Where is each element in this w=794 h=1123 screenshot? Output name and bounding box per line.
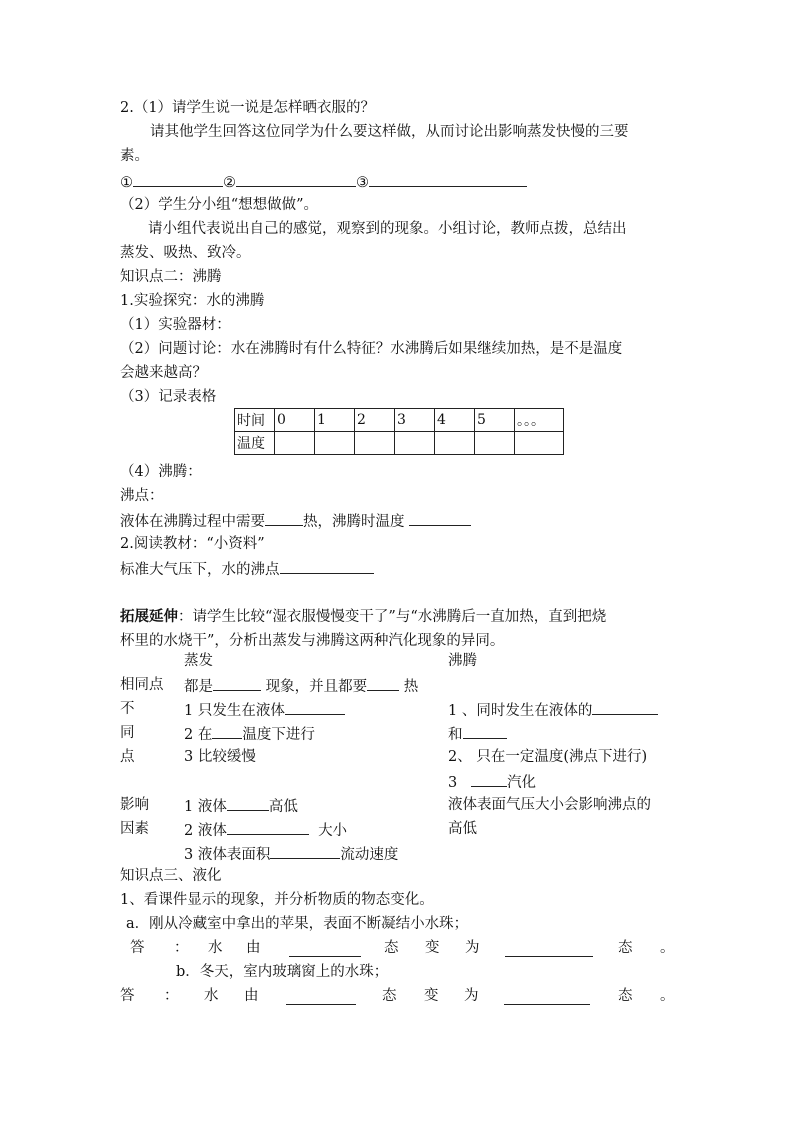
diff-label-1: 不 — [120, 701, 135, 717]
record-table — [234, 408, 564, 455]
evap-factor-2: 2 液体 大小 — [184, 819, 347, 841]
blank-label-1: ① — [120, 175, 133, 191]
question-2-2-text: 请小组代表说出自己的感觉，观察到的现象。小组讨论，教师点拨，总结出 — [148, 221, 627, 237]
factor-label-2: 因素 — [120, 821, 149, 837]
same-heat-blank[interactable] — [367, 675, 399, 691]
table-row — [235, 409, 564, 432]
question-2-1: 2.（1）请学生说一说是怎样晒衣服的？ — [120, 100, 376, 116]
factor-air-blank[interactable] — [270, 843, 340, 859]
table-row — [235, 432, 564, 455]
evap-factor-3: 3 液体表面积 流动速度 — [184, 843, 398, 865]
boiling-heading: （4）沸腾： — [120, 464, 202, 480]
extension-line-1: 拓展延伸：请学生比较“湿衣服慢慢变干了”与“水沸腾后一直加热，直到把烧 — [120, 608, 607, 625]
liquefaction-question: 1、看课件显示的现象，并分析物质的物态变化。 — [120, 892, 434, 908]
same-phenomenon-blank[interactable] — [213, 675, 261, 691]
boil-diff-3: 3 汽化 — [448, 771, 536, 793]
evap-factor-1: 1 液体 高低 — [184, 795, 298, 817]
standard-pressure-line: 标准大气压下，水的沸点 — [120, 558, 374, 580]
knowledge-point-3-title: 知识点三、液化 — [120, 868, 222, 884]
evap-diff-1: 1 只发生在液体 — [184, 699, 345, 721]
evap-diff-2: 2 在 温度下进行 — [184, 723, 315, 745]
record-table-title: （3）记录表格 — [120, 389, 217, 405]
table-cell[interactable] — [275, 432, 315, 455]
table-cell: 时间 — [235, 409, 275, 432]
item-a: a．刚从冷藏室中拿出的苹果，表面不断凝结小水珠； — [126, 916, 469, 932]
answer-blank-2[interactable] — [236, 171, 356, 187]
table-cell[interactable] — [515, 432, 564, 455]
question-2-2: （2）学生分小组“想想做做”。 — [120, 197, 319, 213]
table-cell: 5 — [475, 409, 515, 432]
extension-line-2: 杯里的水烧干”，分析出蒸发与沸腾这两种汽化现象的异同。 — [120, 633, 505, 649]
answer-line-a: 答 ： 水 由 态 变 为 态 。 — [130, 940, 675, 956]
answer-blank-1[interactable] — [133, 171, 223, 187]
answer-blank-3[interactable] — [369, 171, 527, 187]
boil-diff-2: 2、 只在一定温度(沸点下进行) — [448, 749, 648, 765]
boiling-header: 沸腾 — [448, 653, 477, 669]
same-label: 相同点 — [120, 677, 164, 693]
factor-label-1: 影响 — [120, 797, 149, 813]
boil-location-blank-2[interactable] — [463, 723, 507, 739]
boil-factor-2: 高低 — [448, 821, 477, 837]
state-blank-to-a[interactable] — [505, 941, 593, 957]
table-cell[interactable] — [475, 432, 515, 455]
table-cell: 温度 — [235, 432, 275, 455]
question-2-1-text-end: 素。 — [120, 148, 149, 164]
knowledge-point-2-title: 知识点二：沸腾 — [120, 269, 222, 285]
table-cell[interactable] — [435, 432, 475, 455]
table-cell: 4 — [435, 409, 475, 432]
table-cell[interactable] — [355, 432, 395, 455]
table-cell[interactable] — [315, 432, 355, 455]
answer-line-b: 答 ： 水 由 态 变 为 态 。 — [120, 988, 675, 1004]
boil-location-blank-1[interactable] — [592, 699, 658, 715]
boiling-heat-line: 液体在沸腾过程中需要 热，沸腾时温度 — [120, 510, 471, 532]
extension-title: 拓展延伸 — [120, 608, 178, 625]
table-cell[interactable] — [395, 432, 435, 455]
evap-diff-3: 3 比较缓慢 — [184, 749, 256, 765]
evap-location-blank[interactable] — [285, 699, 345, 715]
boiling-point-label: 沸点： — [120, 488, 164, 504]
diff-label-2: 同 — [120, 725, 135, 741]
three-factors-blanks — [120, 171, 527, 193]
temperature-blank[interactable] — [409, 510, 471, 526]
evaporation-header: 蒸发 — [184, 653, 213, 669]
table-cell: 1 — [315, 409, 355, 432]
experiment-title: 1.实验探究：水的沸腾 — [120, 293, 265, 309]
evap-temperature-blank[interactable] — [212, 723, 242, 739]
heat-blank[interactable] — [265, 510, 303, 526]
boiling-point-blank[interactable] — [280, 558, 374, 574]
experiment-equipment: （1）实验器材： — [120, 317, 231, 333]
factor-temperature-blank[interactable] — [227, 795, 269, 811]
discussion-question-end: 会越来越高？ — [120, 365, 207, 381]
read-textbook: 2.阅读教材：“小资料” — [120, 536, 265, 552]
diff-label-3: 点 — [120, 749, 135, 765]
factor-area-blank[interactable] — [227, 819, 309, 835]
table-cell: 0 — [275, 409, 315, 432]
item-b: b．冬天，室内玻璃窗上的水珠； — [176, 964, 389, 980]
same-point-line: 都是 现象，并且都要 热 — [184, 675, 418, 697]
table-cell: 2 — [355, 409, 395, 432]
question-2-2-text-end: 蒸发、吸热、致冷。 — [120, 245, 251, 261]
boil-speed-blank[interactable] — [471, 771, 507, 787]
question-2-1-text: 请其他学生回答这位同学为什么要这样做，从而讨论出影响蒸发快慢的三要 — [150, 124, 629, 140]
table-cell: 。。。 — [515, 409, 564, 432]
state-blank-from-b[interactable] — [286, 989, 356, 1005]
table-cell: 3 — [395, 409, 435, 432]
blank-label-2: ② — [223, 175, 236, 191]
blank-label-3: ③ — [356, 175, 369, 191]
state-blank-from-a[interactable] — [289, 941, 361, 957]
boil-diff-1: 1 、同时发生在液体的 — [448, 699, 658, 721]
boil-diff-1b: 和 — [448, 723, 507, 745]
state-blank-to-b[interactable] — [504, 989, 590, 1005]
discussion-question: （2）问题讨论：水在沸腾时有什么特征？水沸腾后如果继续加热，是不是温度 — [120, 341, 623, 357]
boil-factor-1: 液体表面气压大小会影响沸点的 — [448, 797, 651, 813]
